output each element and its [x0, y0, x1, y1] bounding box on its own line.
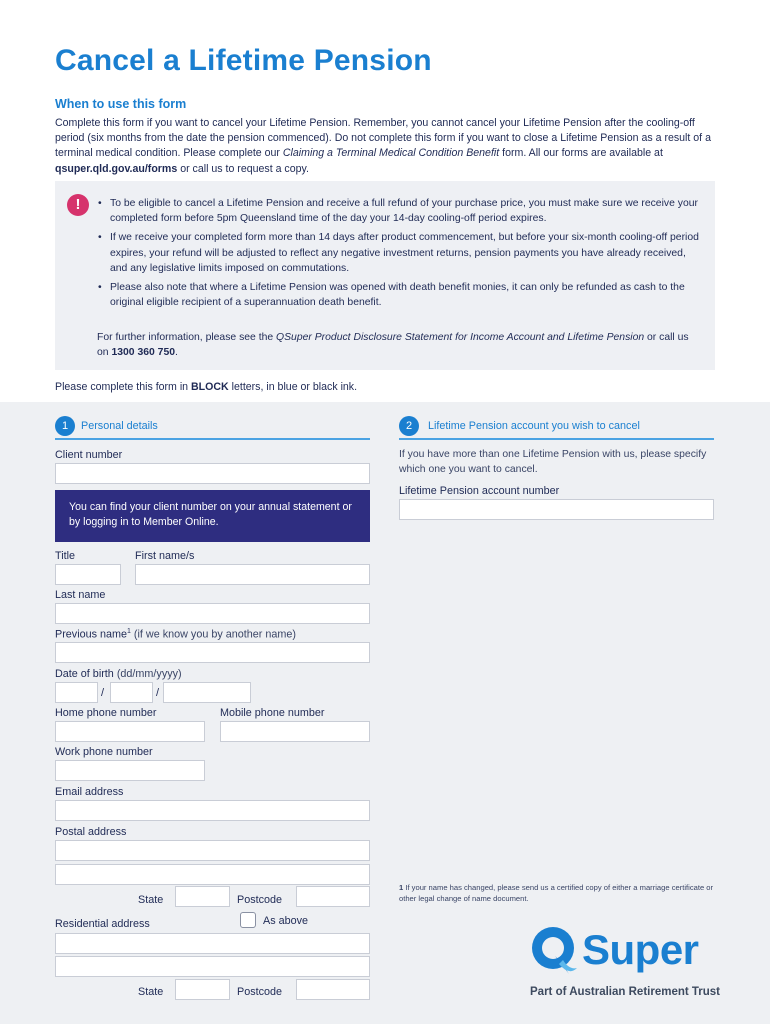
home-phone-label: Home phone number	[55, 707, 157, 719]
section-2-rule	[399, 438, 714, 440]
page-title: Cancel a Lifetime Pension	[55, 44, 432, 77]
title-label: Title	[55, 550, 75, 562]
postal-state-label: State	[138, 894, 164, 906]
postal-state-field[interactable]	[175, 886, 230, 907]
section-2-instructions: If you have more than one Lifetime Pension with us, please specify which one you want to cancel.	[399, 449, 707, 475]
section-2-title: Lifetime Pension account you wish to cancel	[428, 420, 640, 432]
mobile-phone-field[interactable]	[220, 721, 370, 742]
account-number-label: Lifetime Pension account number	[399, 485, 560, 497]
when-to-use-heading: When to use this form	[55, 97, 187, 111]
intro-paragraph: Complete this form if you want to cancel your Lifetime Pension. Remember, you cannot cancel your Lifetime Pension after the cooling-off period (six months from the date the pension commenced). Do not complete this form if you want to close a Lifetime Pension as a result of a terminal medical condition. Please complete our Claiming a Terminal Medical Condition Benefit form. All our forms are available at qsuper.qld.gov.au/forms or call us to request a copy.	[55, 117, 711, 175]
previous-name-label: Previous name$^1$ (if we know you by another name)	[55, 628, 296, 641]
section-1-number: 1	[55, 416, 75, 436]
section-1-title: Personal details	[81, 420, 158, 432]
residential-state-label: State	[138, 986, 164, 998]
important-notice-box	[55, 181, 715, 370]
residential-address-line-2[interactable]	[55, 956, 370, 977]
residential-postcode-field[interactable]	[296, 979, 370, 1000]
postal-postcode-label: Postcode	[237, 894, 283, 906]
qsuper-logo-text: Super	[582, 926, 699, 973]
as-above-checkbox[interactable]	[240, 912, 256, 928]
residential-state-field[interactable]	[175, 979, 230, 1000]
first-name-field[interactable]	[135, 564, 370, 585]
mobile-phone-label: Mobile phone number	[220, 707, 325, 719]
last-name-label: Last name	[55, 589, 106, 601]
email-field[interactable]	[55, 800, 370, 821]
work-phone-field[interactable]	[55, 760, 205, 781]
postal-address-line-2[interactable]	[55, 864, 370, 885]
work-phone-label: Work phone number	[55, 746, 153, 758]
date-separator: /	[156, 687, 160, 699]
client-number-info-box: You can find your client number on your annual statement or by logging in to Member Online.	[55, 490, 370, 542]
client-number-label: Client number	[55, 449, 123, 461]
notice-bullet: • To be eligible to cancel a Lifetime Pension and receive a full refund of your purchase price, you must make sure we receive your completed form before 5pm Queensland time of the day your 14-day cooling-off period expires.	[97, 196, 702, 226]
logo-tagline: Part of Australian Retirement Trust	[530, 986, 721, 998]
postal-address-label: Postal address	[55, 826, 127, 838]
section-2-number: 2	[399, 416, 419, 436]
name-change-footnote: 1 If your name has changed, please send us a certified copy of either a marriage certificate or other legal change of name document.	[399, 883, 714, 903]
phone-number: 1300 360 750	[111, 347, 176, 359]
notice-bullet: • Please also note that where a Lifetime Pension was opened with death benefit monies, it can only be refunded as cash to the original eligible recipient of a superannuation death benefit.	[97, 280, 702, 310]
residential-address-label: Residential address	[55, 918, 150, 930]
last-name-field[interactable]	[55, 603, 370, 624]
residential-postcode-label: Postcode	[237, 986, 283, 998]
terminal-medical-form-name: Claiming a Terminal Medical Condition Benefit	[282, 147, 500, 160]
section-1-rule	[55, 438, 370, 440]
first-name-label: First name/s	[135, 550, 195, 562]
pds-document-name: QSuper Product Disclosure Statement for Income Account and Lifetime Pension	[276, 332, 645, 343]
previous-name-field[interactable]	[55, 642, 370, 663]
notice-bullet: • If we receive your completed form more than 14 days after product commencement, but before your six-month cooling-off period expires, your refund will be adjusted to reflect any negative investment returns, pension payments you have already received, and any legislative limits imposed on commutations.	[97, 230, 702, 276]
further-info: For further information, please see the QSuper Product Disclosure Statement for Income Account and Lifetime Pension or call us on 1300 360 750.	[97, 332, 689, 359]
block-letters-note: Please complete this form in BLOCK letters, in blue or black ink.	[55, 381, 358, 393]
notice-list	[97, 196, 702, 314]
forms-link[interactable]: qsuper.qld.gov.au/forms	[55, 162, 178, 175]
as-above-label: As above	[263, 915, 309, 927]
dob-day-field[interactable]	[55, 682, 98, 703]
residential-address-line-1[interactable]	[55, 933, 370, 954]
date-of-birth-label: Date of birth (dd/mm/yyyy)	[55, 668, 182, 680]
dob-year-field[interactable]	[163, 682, 251, 703]
title-field[interactable]	[55, 564, 121, 585]
alert-icon: !	[67, 194, 89, 216]
email-label: Email address	[55, 786, 124, 798]
account-number-field[interactable]	[399, 499, 714, 520]
date-separator: /	[101, 687, 105, 699]
dob-month-field[interactable]	[110, 682, 153, 703]
home-phone-field[interactable]	[55, 721, 205, 742]
postal-postcode-field[interactable]	[296, 886, 370, 907]
postal-address-line-1[interactable]	[55, 840, 370, 861]
client-number-field[interactable]	[55, 463, 370, 484]
